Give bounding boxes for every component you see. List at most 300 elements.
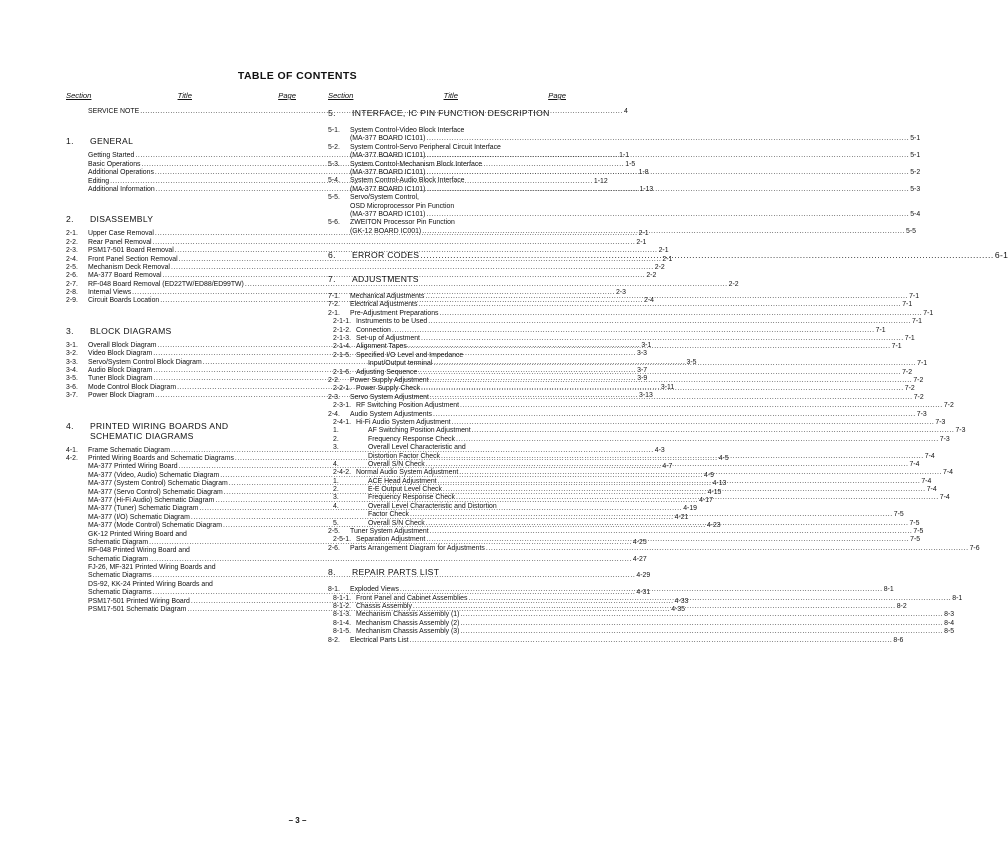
leader-dots	[460, 620, 943, 628]
entry-page: 7-1	[912, 318, 922, 326]
entry-page: 7-4	[943, 469, 954, 477]
entry-number: 2-3.	[328, 393, 340, 401]
entry-title: Normal Audio System Adjustment	[356, 469, 459, 477]
entry-page: 2-1	[662, 255, 673, 263]
entry-number: 2.	[66, 214, 74, 225]
section-title: PRINTED WIRING BOARDS AND	[90, 420, 229, 431]
entry-title: Mechanical Adjustments	[350, 293, 425, 301]
entry-title: Parts Arrangement Diagram for Adjustments	[350, 544, 485, 552]
entry-title: Electrical Adjustments	[350, 301, 418, 309]
entry-title: (GK-12 BOARD IC001)	[350, 227, 422, 235]
leader-dots	[438, 478, 921, 486]
entry-number: 3-3.	[66, 358, 78, 366]
entry-number: 2.	[333, 435, 339, 443]
toc-entry	[328, 219, 566, 227]
entry-page: 5-3	[910, 185, 921, 193]
entry-number: 2-1.	[328, 309, 340, 317]
toc-entry	[328, 427, 966, 435]
entry-number: 2-3.	[66, 247, 78, 255]
section-heading	[66, 421, 296, 431]
entry-title: Adjusting Sequence	[356, 368, 418, 376]
entry-title: (MA-377 BOARD IC101)	[350, 210, 426, 218]
entry-title: System Control-Servo Peripheral Circuit Interface	[350, 143, 501, 151]
entry-title: RF Switching Position Adjustment	[356, 402, 460, 410]
entry-page: 7-3	[939, 435, 950, 443]
entry-number: 2-3-1.	[333, 402, 352, 410]
toc-entry	[328, 194, 566, 202]
entry-number: 3-6.	[66, 383, 78, 391]
spacer	[328, 284, 566, 293]
entry-title: PSM17-501 Board Removal	[88, 247, 174, 255]
section-title: DISASSEMBLY	[90, 214, 154, 225]
entry-page: 2-1	[636, 238, 647, 246]
toc-entry	[66, 564, 296, 572]
leader-dots	[460, 611, 943, 619]
entry-number: 3-2.	[66, 350, 78, 358]
entry-title: Servo/System Control Block Diagram	[88, 358, 202, 366]
entry-number: 1.	[333, 477, 339, 485]
section-heading-continued: SCHEMATIC DIAGRAMS	[90, 430, 194, 441]
page-title: TABLE OF CONTENTS	[237, 70, 358, 82]
entry-page: 7-1	[909, 293, 920, 301]
entry-page: 7-2	[904, 385, 915, 393]
toc-entry	[328, 503, 566, 511]
entry-page: 5-1	[910, 152, 921, 160]
section-title: ADJUSTMENTS	[352, 274, 419, 285]
entry-title: Frequency Response Check	[368, 494, 455, 502]
entry-page: 7-2	[902, 368, 913, 376]
entry-page: 4-15	[707, 488, 722, 496]
entry-title: ZWEITON Processor Pin Function	[350, 219, 455, 227]
entry-number: 2-4-1.	[333, 418, 352, 426]
toc-entry	[328, 611, 955, 619]
leader-dots	[430, 377, 913, 385]
entry-page: 7-5	[910, 536, 921, 544]
entry-page: 4	[623, 108, 628, 115]
entry-number: 2.	[333, 486, 339, 494]
entry-number: 8-1-3.	[333, 611, 352, 619]
header-title: Title	[177, 91, 192, 100]
entry-page: 3-7	[637, 367, 648, 375]
section-title: BLOCK DIAGRAMS	[90, 325, 172, 336]
entry-title: Schematic Diagrams	[88, 589, 152, 597]
section-heading	[66, 214, 296, 224]
toc-header-left	[66, 92, 296, 102]
entry-number: 2-7.	[66, 280, 78, 288]
entry-title: Mechanism Deck Removal	[88, 263, 170, 271]
spacer	[66, 116, 296, 136]
entry-number: 3.	[333, 444, 339, 452]
entry-title: Overall Level Characteristic and	[368, 444, 466, 452]
toc-entry	[328, 203, 566, 211]
toc-entry	[328, 177, 566, 185]
entry-page: 7-1	[902, 301, 913, 309]
entry-number: 3-5.	[66, 375, 78, 383]
entry-title: Chassis Assembly	[356, 602, 412, 610]
entry-title: MA-377 (Tuner) Schematic Diagram	[88, 505, 199, 513]
leader-dots	[460, 628, 943, 636]
toc-entry	[328, 402, 954, 410]
entry-page: 4-25	[632, 538, 647, 546]
entry-number: 2-9.	[66, 297, 78, 305]
entry-title: Tuner System Adjustment	[350, 528, 429, 536]
entry-number: 2-8.	[66, 289, 78, 297]
entry-page: 7-4	[926, 486, 937, 494]
leader-dots	[472, 427, 955, 435]
entry-number: 7-1.	[328, 293, 340, 301]
leader-dots	[420, 250, 994, 260]
entry-title: Specified I/O Level and Impedance	[356, 351, 464, 359]
entry-page: 2-1	[658, 247, 669, 255]
toc-entry	[66, 581, 296, 589]
spacer	[328, 260, 566, 274]
entry-title: Additional Information	[88, 185, 155, 193]
entry-page: 4-21	[674, 513, 689, 521]
entry-page: 7-5	[893, 511, 904, 519]
entry-number: 3.	[333, 494, 339, 502]
toc-entry	[328, 161, 566, 169]
leader-dots	[426, 135, 909, 143]
entry-title: RF-048 Printed Wiring Board and	[88, 547, 190, 555]
leader-dots	[426, 536, 909, 544]
entry-number: 4.	[333, 460, 339, 468]
entry-title: FJ-26, MF-321 Printed Wiring Boards and	[88, 564, 216, 572]
entry-page: 4-23	[706, 522, 721, 530]
entry-number: 4-2.	[66, 454, 78, 462]
entry-page: 7-1	[904, 335, 915, 343]
entry-title: Overall S/N Check	[368, 519, 425, 527]
entry-number: 2-6.	[66, 272, 78, 280]
entry-page: 7-1	[891, 343, 902, 351]
entry-page: 7-3	[935, 418, 946, 426]
entry-title: PSM17-501 Printed Wiring Board	[88, 597, 190, 605]
entry-title: Instruments to be Used	[356, 318, 428, 326]
entry-page: 1-13	[639, 185, 654, 193]
entry-number: 2-5-1.	[333, 536, 352, 544]
entry-title: Mechanism Chassis Assembly (1)	[356, 611, 460, 619]
entry-number: 8-1-5.	[333, 628, 352, 636]
spacer	[66, 306, 296, 326]
entry-page: 4-35	[671, 606, 686, 614]
entry-page: 8-1	[952, 594, 963, 602]
section-title: ERROR CODES	[352, 250, 420, 261]
toc-entry	[328, 309, 934, 318]
entry-title: PSM17-501 Schematic Diagram	[88, 606, 187, 614]
toc-entry	[66, 531, 296, 539]
entry-title: (MA-377 BOARD IC101)	[350, 185, 426, 193]
leader-dots	[408, 343, 891, 351]
entry-number: 2-1.	[66, 230, 78, 238]
entry-page: 7-4	[924, 452, 935, 460]
entry-title: AF Switching Position Adjustment	[368, 427, 471, 435]
entry-number: 3-7.	[66, 392, 78, 400]
entry-title: System Control-Mechanism Block Interface	[350, 160, 483, 168]
entry-title: Rear Panel Removal	[88, 238, 152, 246]
leader-dots	[421, 335, 904, 343]
entry-page: 4-17	[699, 496, 713, 504]
entry-title: Connection	[356, 326, 391, 334]
entry-number: 5.	[333, 519, 339, 527]
spacer	[328, 577, 566, 586]
entry-title: Editing	[88, 177, 110, 185]
entry-title: Mode Control Block Diagram	[88, 383, 177, 391]
spacer	[328, 553, 566, 567]
entry-page: 3-3	[637, 350, 647, 358]
entry-title: Power Supply Adjustment	[350, 376, 429, 384]
entry-number: 8-1-2.	[333, 602, 352, 610]
entry-page: 7-4	[921, 477, 932, 485]
entry-number: 2-5.	[66, 263, 78, 271]
header-page: Page	[278, 91, 296, 100]
toc-entry	[328, 528, 924, 536]
toc-entry	[328, 619, 955, 628]
entry-title: Pre-Adjustment Preparations	[350, 309, 439, 317]
toc-entry	[328, 326, 886, 335]
toc-entry	[328, 210, 921, 219]
entry-page: 3-5	[686, 358, 697, 366]
entry-title: Schematic Diagram	[88, 555, 149, 563]
entry-title: Additional Operations	[88, 169, 154, 177]
entry-title: OSD Microprocessor Pin Function	[350, 202, 455, 210]
entry-title: (MA-377 BOARD IC101)	[350, 168, 426, 176]
entry-number: 8-1-4.	[333, 619, 352, 627]
entry-title: Power Supply Check	[356, 385, 420, 393]
leader-dots	[410, 511, 893, 519]
leader-dots	[459, 469, 942, 477]
section-title: REPAIR PARTS LIST	[352, 567, 440, 578]
entry-title: Frequency Response Check	[368, 435, 455, 443]
leader-dots	[426, 461, 909, 469]
entry-number: 4-1.	[66, 446, 78, 454]
leader-dots	[426, 152, 909, 160]
entry-title: Electrical Parts List	[350, 636, 409, 644]
entry-page: 4-5	[718, 454, 729, 462]
leader-dots	[443, 486, 926, 494]
entry-page: 2-1	[638, 230, 649, 238]
entry-page: 4-19	[683, 505, 697, 513]
leader-dots	[413, 603, 896, 611]
entry-number: 5-2.	[328, 143, 340, 151]
leader-dots	[425, 293, 908, 301]
entry-page: 1-5	[625, 160, 636, 168]
entry-page: 4-9	[704, 471, 714, 479]
entry-number: 2-1-3.	[333, 335, 352, 343]
entry-page: 7-5	[909, 519, 920, 527]
entry-page: 2-2	[646, 272, 657, 280]
toc-entry	[66, 555, 647, 564]
leader-dots	[400, 586, 883, 594]
entry-title: Internal Views	[88, 289, 132, 297]
entry-number: 2-2.	[328, 376, 340, 384]
leader-dots	[428, 318, 911, 326]
section-heading	[66, 136, 296, 146]
leader-dots	[439, 310, 922, 318]
entry-number: 2-5.	[328, 528, 340, 536]
entry-page: 2-4	[644, 297, 654, 305]
entry-page: 2-2	[654, 263, 665, 271]
entry-page: 6-1	[994, 250, 1008, 261]
page-number: – 3 –	[288, 816, 307, 825]
entry-number: 5-4.	[328, 177, 340, 185]
entry-page: 4-31	[636, 589, 651, 597]
entry-number: 2-4-2.	[333, 469, 352, 477]
entry-page: 5-4	[910, 210, 921, 218]
toc-entry	[328, 318, 922, 326]
entry-title: Servo/System Control,	[350, 194, 419, 202]
entry-number: 5-3.	[328, 160, 340, 168]
entry-number: 5-5.	[328, 194, 340, 202]
entry-number: 2-1-6.	[333, 368, 352, 376]
entry-page: 5-1	[910, 135, 921, 143]
entry-page: 3-1	[641, 341, 652, 349]
entry-title: Hi-Fi Audio System Adjustment	[356, 418, 451, 426]
entry-title: Overall Block Diagram	[88, 341, 157, 349]
entry-title: Schematic Diagram	[88, 538, 149, 546]
toc-entry	[66, 547, 296, 555]
leader-dots	[456, 494, 939, 502]
toc-entry	[66, 238, 647, 247]
entry-title: Mechanism Chassis Assembly (3)	[356, 628, 460, 636]
entry-number: 2-1-2.	[333, 326, 352, 334]
toc-entry	[328, 636, 904, 645]
leader-dots	[430, 528, 913, 536]
entry-title: MA-377 (Video, Audio) Schematic Diagram	[88, 471, 220, 479]
entry-page: 8-5	[944, 628, 955, 636]
entry-title: Overall Level Characteristic and Distortion	[368, 502, 497, 510]
entry-number: 2-1-1.	[333, 318, 352, 326]
toc-entry	[328, 544, 980, 553]
entry-number: 1.	[333, 427, 339, 435]
header-title: Title	[443, 91, 458, 100]
spacer	[328, 236, 566, 250]
entry-title: Upper Case Removal	[88, 230, 154, 238]
toc-entry	[328, 352, 566, 360]
entry-page: 8-6	[893, 636, 904, 644]
entry-number: 8-2.	[328, 636, 340, 644]
entry-page: 7-3	[916, 410, 927, 418]
entry-page: 8-3	[944, 611, 955, 619]
entry-page: 3-13	[639, 392, 653, 400]
entry-title: Front Panel and Cabinet Assemblies	[356, 594, 468, 602]
toc-entry	[328, 418, 946, 427]
entry-page: 7-4	[909, 460, 920, 468]
entry-page: 1-8	[638, 169, 649, 177]
section-heading	[328, 108, 566, 118]
entry-title: ACE Head Adjustment	[368, 477, 437, 485]
entry-page: 1-1	[619, 152, 630, 160]
toc-header-right	[328, 92, 566, 102]
toc-entry	[328, 135, 921, 143]
entry-page: 7-1	[923, 309, 934, 317]
entry-number: 5-1.	[328, 127, 340, 134]
spacer	[66, 401, 296, 421]
entry-title: Video Block Diagram	[88, 350, 153, 358]
entry-title: Separation Adjustment	[356, 536, 426, 544]
entry-page: 8-4	[944, 619, 955, 627]
leader-dots	[421, 385, 904, 393]
leader-dots	[468, 595, 951, 603]
entry-title: Mechanism Chassis Assembly (2)	[356, 619, 460, 627]
toc-entry	[328, 444, 566, 452]
toc-entry	[328, 435, 950, 444]
entry-page: 2-3	[615, 289, 626, 297]
entry-number: 1.	[66, 136, 74, 147]
entry-page: 4-13	[712, 480, 727, 488]
entry-title: Exploded Views	[350, 586, 399, 594]
entry-title: MA-377 (Servo Control) Schematic Diagram	[88, 488, 223, 496]
entry-page: 7-2	[943, 402, 954, 410]
entry-title: Overall S/N Check	[368, 460, 425, 468]
spacer	[328, 118, 566, 127]
entry-page: 7-6	[969, 544, 980, 552]
entry-page: 4-7	[662, 463, 673, 471]
toc-entry	[66, 247, 669, 255]
entry-page: 3-11	[660, 383, 675, 391]
section-title: GENERAL	[90, 136, 134, 147]
entry-title: Frame Schematic Diagram	[88, 446, 170, 454]
entry-number: 2-1-5.	[333, 351, 352, 359]
leader-dots	[426, 520, 909, 528]
leader-dots	[433, 360, 916, 368]
entry-page: 7-4	[939, 494, 950, 502]
entry-title: Audio Block Diagram	[88, 367, 153, 375]
entry-number: 2-1-4.	[333, 343, 352, 351]
entry-page: 7-2	[913, 393, 924, 401]
entry-page: 8-2	[896, 602, 907, 610]
section-title: INTERFACE, IC PIN FUNCTION DESCRIPTION	[352, 108, 550, 118]
entry-page: 4-27	[632, 555, 647, 563]
leader-dots	[422, 228, 905, 236]
section-heading	[66, 326, 296, 336]
entry-title: MA-377 (System Control) Schematic Diagram	[88, 480, 228, 488]
entry-number: 3-4.	[66, 367, 78, 375]
leader-dots	[418, 301, 901, 309]
entry-title: Servo System Adjustment	[350, 393, 429, 401]
leader-dots	[418, 369, 901, 377]
toc-entry	[66, 280, 739, 289]
entry-title: MA-377 (Hi-Fi Audio) Schematic Diagram	[88, 496, 215, 504]
entry-number: 8-1-1.	[333, 594, 352, 602]
entry-title: DS-92, KK-24 Printed Wiring Boards and	[88, 580, 213, 588]
entry-page: 2-2	[728, 280, 739, 288]
entry-number: 5.	[328, 108, 336, 118]
entry-title: Printed Wiring Boards and Schematic Diagrams	[88, 454, 234, 462]
leader-dots	[460, 402, 943, 410]
entry-number: 8-1.	[328, 586, 340, 594]
entry-page: 7-2	[913, 376, 924, 384]
entry-title: SERVICE NOTE	[88, 108, 140, 115]
leader-dots	[430, 394, 913, 402]
entry-number: 2-6.	[328, 544, 340, 552]
entry-number: 2-4.	[66, 255, 78, 263]
entry-title: E-E Output Level Check	[368, 486, 442, 494]
entry-title: Getting Started	[88, 152, 135, 160]
entry-title: RF-048 Board Removal (ED22TW/ED88/ED99TW)	[88, 280, 244, 288]
entry-title: Basic Operations	[88, 160, 141, 168]
entry-page: 5-2	[910, 168, 921, 176]
entry-page: 5-5	[906, 227, 916, 235]
header-section: Section	[66, 91, 92, 100]
leader-dots	[392, 327, 875, 335]
leader-dots	[456, 436, 939, 444]
entry-title: Circuit Boards Location	[88, 297, 160, 305]
entry-title: Set-up of Adjustment	[356, 335, 420, 343]
entry-page: 4-33	[674, 597, 689, 605]
entry-title: Audio System Adjustments	[350, 410, 432, 418]
entry-title: GK-12 Printed Wiring Board and	[88, 530, 187, 538]
entry-number: 5-6.	[328, 219, 340, 227]
entry-number: 7.	[328, 274, 336, 285]
